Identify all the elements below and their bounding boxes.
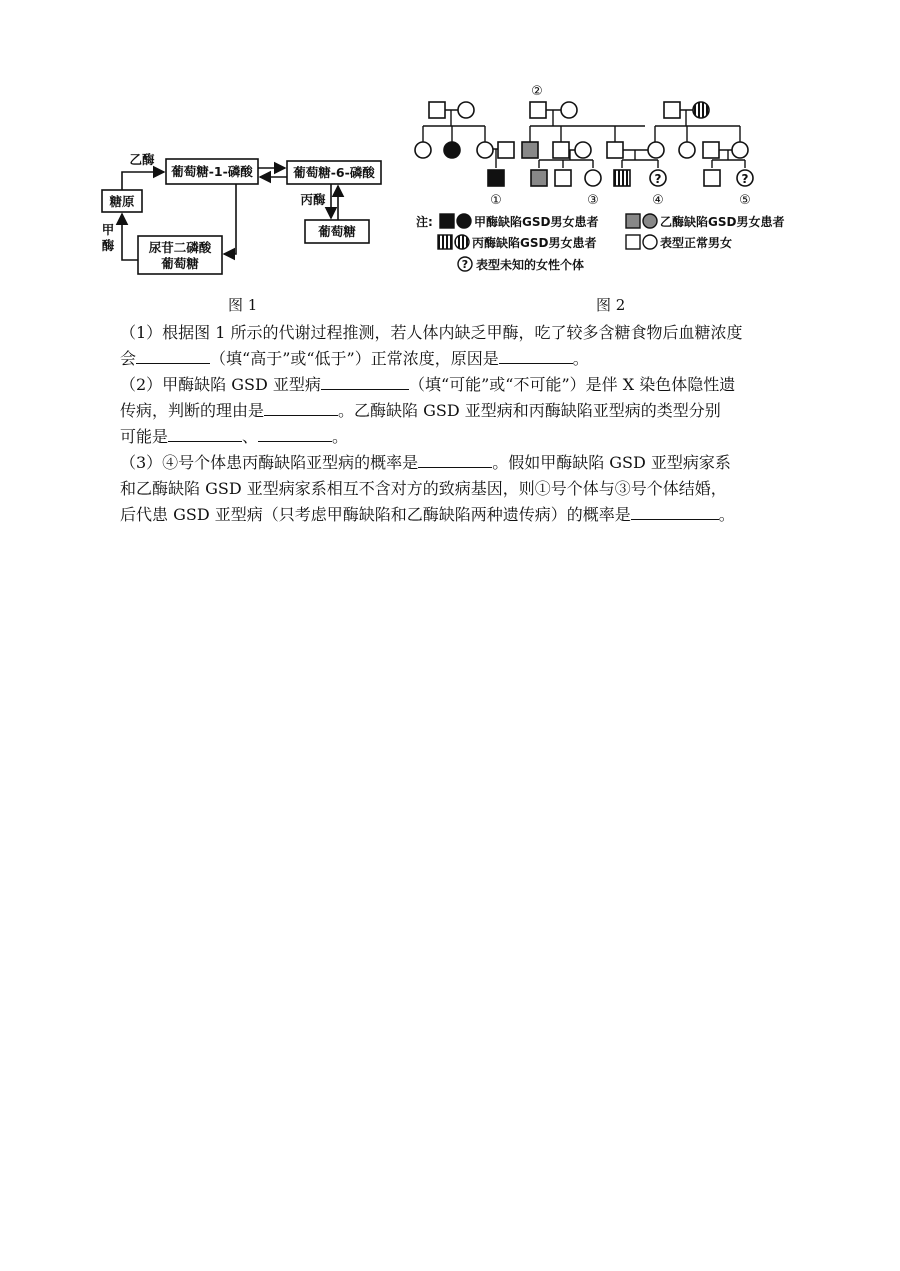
label-5: ⑤: [739, 193, 751, 208]
individual-3-female: [585, 170, 601, 186]
individual-male: [704, 170, 720, 186]
individual-male: [555, 170, 571, 186]
pedigree-lines: [423, 110, 745, 168]
q3-line-1: （3）④号个体患丙酶缺陷亚型病的概率是 。假如甲酶缺陷 GSD 亚型病家系: [120, 453, 731, 472]
individual-male-yi-affected: [531, 170, 547, 186]
individual-female: [679, 142, 695, 158]
node-udpg-label-1: 尿苷二磷酸: [148, 240, 212, 255]
enzyme-jia-label-1: 甲: [101, 222, 115, 237]
label-1: ①: [490, 193, 502, 208]
individual-male: [664, 102, 680, 118]
individual-female-bing-affected: [693, 102, 709, 118]
figure-1-caption: 图 1: [228, 296, 258, 314]
answer-blank[interactable]: [499, 348, 573, 364]
individual-female-jia-affected: [444, 142, 460, 158]
pathway-diagram: [98, 148, 390, 280]
q3-line-2: 和乙酶缺陷 GSD 亚型病家系相互不含对方的致病基因，则①号个体与③号个体结婚，: [120, 479, 727, 498]
enzyme-yi-label: 乙酶: [129, 152, 155, 167]
individual-male: [429, 102, 445, 118]
legend-note: 注:: [416, 215, 433, 229]
q2-line-2: 传病，判断的理由是 。乙酶缺陷 GSD 亚型病和丙酶缺陷亚型病的类型分别: [120, 401, 721, 420]
individual-female: [575, 142, 591, 158]
individual-female: [415, 142, 431, 158]
q1-line-1: （1）根据图 1 所示的代谢过程推测，若人体内缺乏甲酶，吃了较多含糖食物后血糖浓度: [120, 323, 743, 342]
pedigree-chart: [410, 78, 810, 278]
label-3: ③: [587, 193, 599, 208]
legend-normal: 表型正常男女: [660, 236, 733, 250]
legend-unknown-symbol: ?: [461, 258, 469, 271]
figure-2-caption: 图 2: [596, 296, 626, 314]
individual-female: [732, 142, 748, 158]
individual-male: [607, 142, 623, 158]
legend-yi: 乙酶缺陷GSD男女患者: [660, 215, 785, 229]
individual-male: [498, 142, 514, 158]
enzyme-bing-label: 丙酶: [300, 192, 326, 207]
node-udpg-label-2: 葡萄糖: [161, 256, 199, 271]
answer-blank[interactable]: [258, 426, 332, 442]
answer-blank[interactable]: [631, 504, 719, 520]
q2-line-3: 可能是 、 。: [120, 427, 349, 446]
label-4: ④: [652, 193, 664, 208]
legend-jia: 甲酶缺陷GSD男女患者: [474, 215, 599, 229]
individual-male: [703, 142, 719, 158]
question-mark-5: ?: [741, 172, 749, 186]
figure-2: [410, 78, 810, 278]
individual-female: [458, 102, 474, 118]
arrow-udpg-to-glycogen: [122, 214, 138, 260]
answer-blank[interactable]: [418, 452, 492, 468]
individual-female: [648, 142, 664, 158]
question-mark-4: ?: [654, 172, 662, 186]
individual-female: [477, 142, 493, 158]
answer-blank[interactable]: [321, 374, 409, 390]
answer-blank[interactable]: [136, 348, 210, 364]
arrow-glycogen-to-g1p: [122, 172, 164, 190]
q3-line-3: 后代患 GSD 亚型病（只考虑甲酶缺陷和乙酶缺陷两种遗传病）的概率是 。: [120, 505, 735, 524]
node-g6p-label: 葡萄糖-6-磷酸: [293, 165, 375, 180]
q2-line-1: （2）甲酶缺陷 GSD 亚型病 （填“可能”或“不可能”）是伴 X 染色体隐性遗: [120, 375, 736, 394]
legend-unknown: 表型未知的女性个体: [476, 258, 585, 272]
figure-1: [98, 148, 390, 280]
node-glucose-label: 葡萄糖: [318, 224, 356, 239]
individual-1-male-jia-affected: [488, 170, 504, 186]
individual-female: [561, 102, 577, 118]
node-glycogen-label: 糖原: [109, 194, 135, 209]
individual-male-yi-affected: [522, 142, 538, 158]
legend-bing: 丙酶缺陷GSD男女患者: [472, 236, 597, 250]
individual-male: [553, 142, 569, 158]
enzyme-jia-label-2: 酶: [101, 238, 115, 253]
individual-male-bing-affected: [614, 170, 630, 186]
node-g1p-label: 葡萄糖-1-磷酸: [171, 164, 253, 179]
question-text: [120, 320, 820, 528]
arrow-g1p-to-udpg: [224, 184, 236, 254]
answer-blank[interactable]: [264, 400, 338, 416]
individual-2-male: [530, 102, 546, 118]
q1-line-2: 会 （填“高于”或“低于”）正常浓度，原因是 。: [120, 349, 589, 368]
answer-blank[interactable]: [168, 426, 242, 442]
label-2: ②: [531, 84, 543, 99]
